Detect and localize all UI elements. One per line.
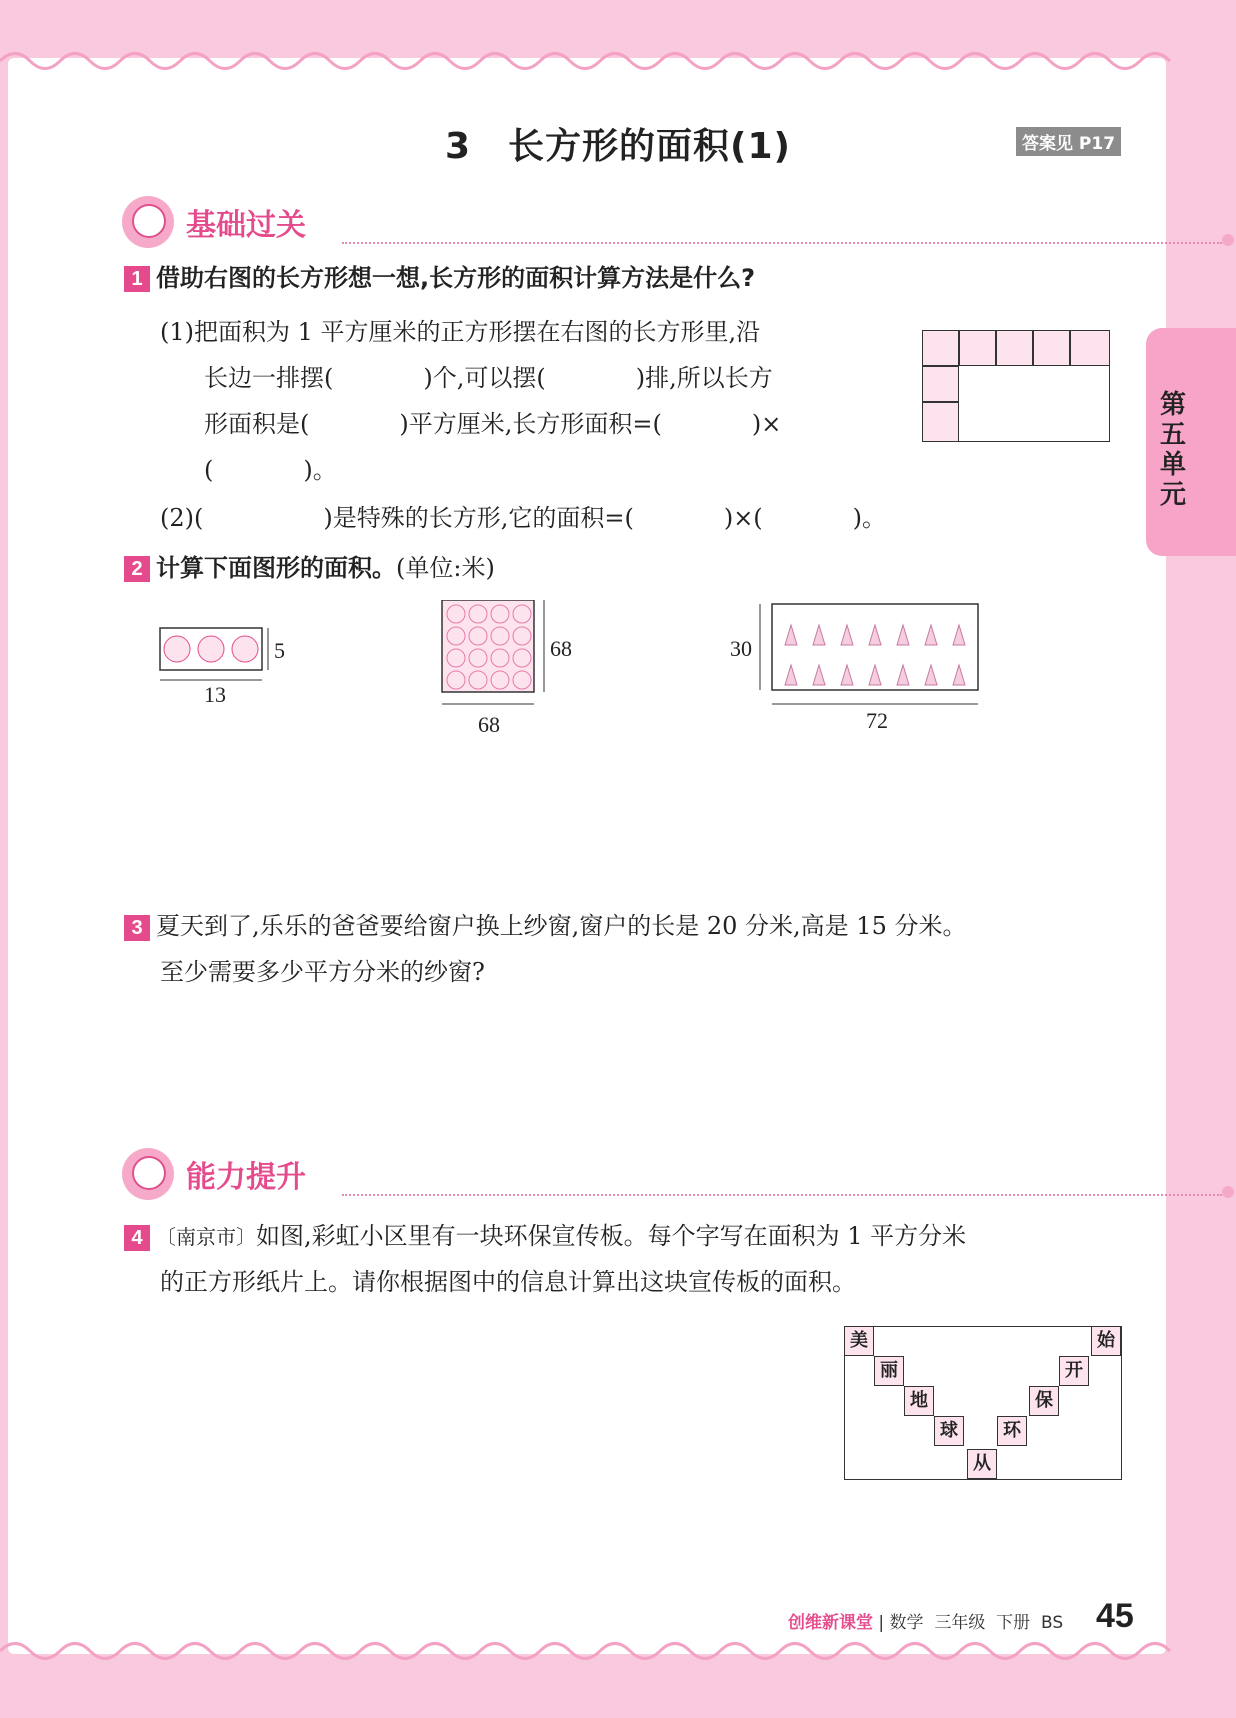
board-char: 保 <box>1029 1386 1059 1416</box>
question-number: 1 <box>124 266 150 292</box>
unit-side-tab <box>1146 328 1236 556</box>
mascot-icon <box>122 1148 174 1200</box>
figure-rect-1 <box>160 628 268 680</box>
fig2-width-label: 68 <box>478 712 500 737</box>
brand-name: 创维新课堂 <box>788 1613 873 1633</box>
board-char: 始 <box>1091 1326 1121 1356</box>
unit-square <box>996 330 1033 366</box>
source-tag: 〔南京市〕 <box>156 1225 256 1249</box>
question-3-line-2: 至少需要多少平方分米的纱窗? <box>160 958 485 986</box>
fig1-height-label: 5 <box>274 638 285 663</box>
q1-line-5: (2)( )是特殊的长方形,它的面积=( )×( )。 <box>160 504 887 532</box>
figure-rect-3 <box>760 604 978 704</box>
question-4-line-2: 的正方形纸片上。请你根据图中的信息计算出这块宣传板的面积。 <box>160 1268 856 1296</box>
fig3-width-label: 72 <box>866 708 888 733</box>
unit-square <box>959 330 996 366</box>
section-divider <box>342 1194 1222 1196</box>
question-1-stem: 1 借助右图的长方形想一想,长方形的面积计算方法是什么? <box>124 264 755 292</box>
publicity-board-figure <box>844 1326 1122 1480</box>
unit-square <box>1070 330 1110 366</box>
q1-line-1: (1)把面积为 1 平方厘米的正方形摆在右图的长方形里,沿 <box>160 318 761 346</box>
section-header-ability <box>122 1148 1122 1198</box>
figure-square-2 <box>442 600 544 704</box>
page-footer: 创维新课堂 | 数学 三年级 下册 BS <box>788 1613 1064 1633</box>
top-wave-border <box>0 46 1236 76</box>
rectangle-grid-figure <box>922 330 1110 442</box>
page-number: 45 <box>1096 1597 1134 1635</box>
board-char: 从 <box>967 1449 997 1479</box>
board-char: 球 <box>934 1416 964 1446</box>
mascot-icon <box>122 196 174 248</box>
fig1-width-label: 13 <box>204 682 226 707</box>
page-title: 3 长方形的面积(1) <box>444 126 791 167</box>
fig2-height-label: 68 <box>550 636 572 661</box>
answer-reference-badge: 答案见 P17 <box>1016 127 1121 156</box>
board-char: 环 <box>997 1416 1027 1446</box>
divider-end-dot <box>1222 1186 1234 1198</box>
unit-square <box>922 366 959 402</box>
unit-tab-label: 第五单元 <box>1160 390 1187 510</box>
question-number: 3 <box>124 915 150 941</box>
question-4-line-1: 4 〔南京市〕如图,彩虹小区里有一块环保宣传板。每个字写在面积为 1 平方分米 <box>124 1216 966 1251</box>
divider-end-dot <box>1222 234 1234 246</box>
section-divider <box>342 242 1222 244</box>
board-char: 开 <box>1059 1356 1089 1386</box>
unit-square <box>922 402 959 442</box>
q2-figures <box>150 600 1030 750</box>
q1-line-2: 长边一排摆( )个,可以摆( )排,所以长方 <box>204 364 773 392</box>
board-char: 美 <box>844 1326 874 1356</box>
question-2-stem: 2 计算下面图形的面积。(单位:米) <box>124 554 495 582</box>
question-number: 2 <box>124 556 150 582</box>
board-char: 地 <box>904 1386 934 1416</box>
unit-square <box>922 330 959 366</box>
question-number: 4 <box>124 1225 150 1251</box>
q1-line-4: ( )。 <box>204 456 337 484</box>
bottom-wave-border <box>0 1636 1236 1666</box>
q1-line-3: 形面积是( )平方厘米,长方形面积=( )× <box>204 410 782 438</box>
question-3-line-1: 3 夏天到了,乐乐的爸爸要给窗户换上纱窗,窗户的长是 20 分米,高是 15 分米。 <box>124 906 966 941</box>
section-header-basic <box>122 196 1122 246</box>
unit-square <box>1033 330 1070 366</box>
board-char: 丽 <box>874 1356 904 1386</box>
section-title: 能力提升 <box>186 1160 306 1195</box>
section-title: 基础过关 <box>186 208 306 243</box>
fig3-height-label: 30 <box>730 636 752 661</box>
